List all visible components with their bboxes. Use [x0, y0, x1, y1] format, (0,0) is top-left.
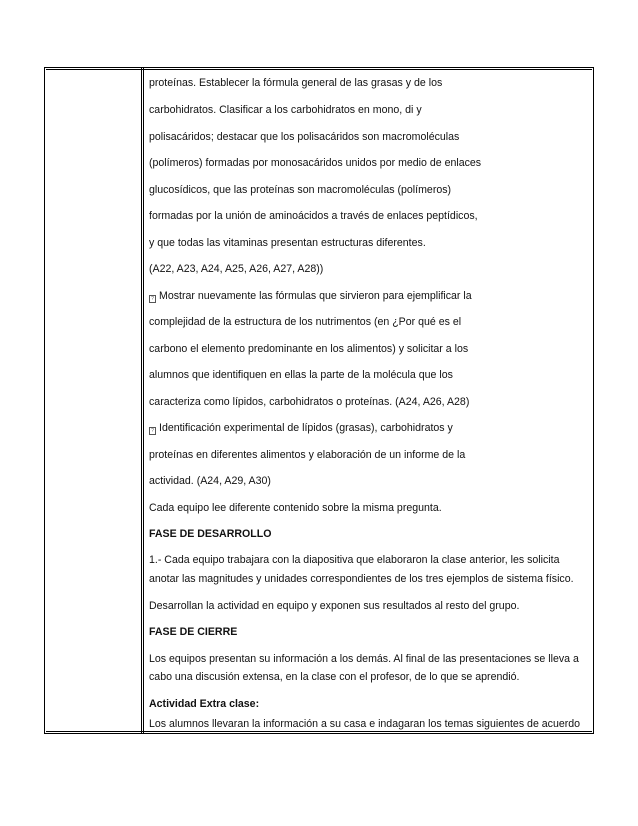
- text-line: carbono el elemento predominante en los alimentos) y solicitar a los: [149, 343, 469, 355]
- text-line: caracteriza como lípidos, carbohidratos o proteínas. (A24, A26, A28): [149, 396, 470, 408]
- bullet-icon: ?: [149, 295, 156, 303]
- section-heading: Actividad Extra clase:: [149, 698, 260, 710]
- column-divider: [141, 68, 142, 733]
- text-line: Los equipos presentan su información a los demás. Al final de las presentaciones se lleva a: [149, 653, 579, 665]
- text-line: Desarrollan la actividad en equipo y exponen sus resultados al resto del grupo.: [149, 600, 520, 612]
- bullet-line: [149, 422, 453, 435]
- text-line: proteínas. Establecer la fórmula general de las grasas y de los: [149, 77, 443, 89]
- section-heading: FASE DE CIERRE: [149, 626, 238, 638]
- content-table: [44, 67, 594, 734]
- text-line: proteínas en diferentes alimentos y elaboración de un informe de la: [149, 449, 466, 461]
- text-line: (polímeros) formadas por monosacáridos unidos por medio de enlaces: [149, 157, 482, 169]
- text-line: anotar las magnitudes y unidades correspondientes de los tres ejemplos de sistema físico.: [149, 573, 574, 585]
- text-line: glucosídicos, que las proteínas son macromoléculas (polímeros): [149, 184, 452, 196]
- text-line: formadas por la unión de aminoácidos a través de enlaces peptídicos,: [149, 210, 478, 222]
- text-line: complejidad de la estructura de los nutrimentos (en ¿Por qué es el: [149, 316, 462, 328]
- section-heading: FASE DE DESARROLLO: [149, 528, 272, 540]
- text-line: actividad. (A24, A29, A30): [149, 475, 271, 487]
- column-divider-inner: [143, 68, 144, 733]
- text-line: Mostrar nuevamente las fórmulas que sirvieron para ejemplificar la: [159, 290, 472, 302]
- text-line: y que todas las vitaminas presentan estructuras diferentes.: [149, 237, 426, 249]
- text-line: (A22, A23, A24, A25, A26, A27, A28)): [149, 263, 324, 275]
- text-line: carbohidratos. Clasificar a los carbohidratos en mono, di y: [149, 104, 422, 116]
- text-line: cabo una discusión extensa, en la clase con el profesor, de lo que se aprendió.: [149, 671, 520, 683]
- text-line: Cada equipo lee diferente contenido sobre la misma pregunta.: [149, 502, 442, 514]
- text-line: Identificación experimental de lípidos (grasas), carbohidratos y: [159, 422, 453, 434]
- text-line: 1.- Cada equipo trabajara con la diapositiva que elaboraron la clase anterior, les solicita: [149, 554, 560, 566]
- text-line: polisacáridos; destacar que los polisacáridos son macromoléculas: [149, 131, 460, 143]
- text-line: Los alumnos llevaran la información a su casa e indagaran los temas siguientes de acuerdo: [149, 718, 581, 730]
- bullet-icon: ?: [149, 427, 156, 435]
- text-line: alumnos que identifiquen en ellas la parte de la molécula que los: [149, 369, 453, 381]
- bullet-line: [149, 290, 472, 303]
